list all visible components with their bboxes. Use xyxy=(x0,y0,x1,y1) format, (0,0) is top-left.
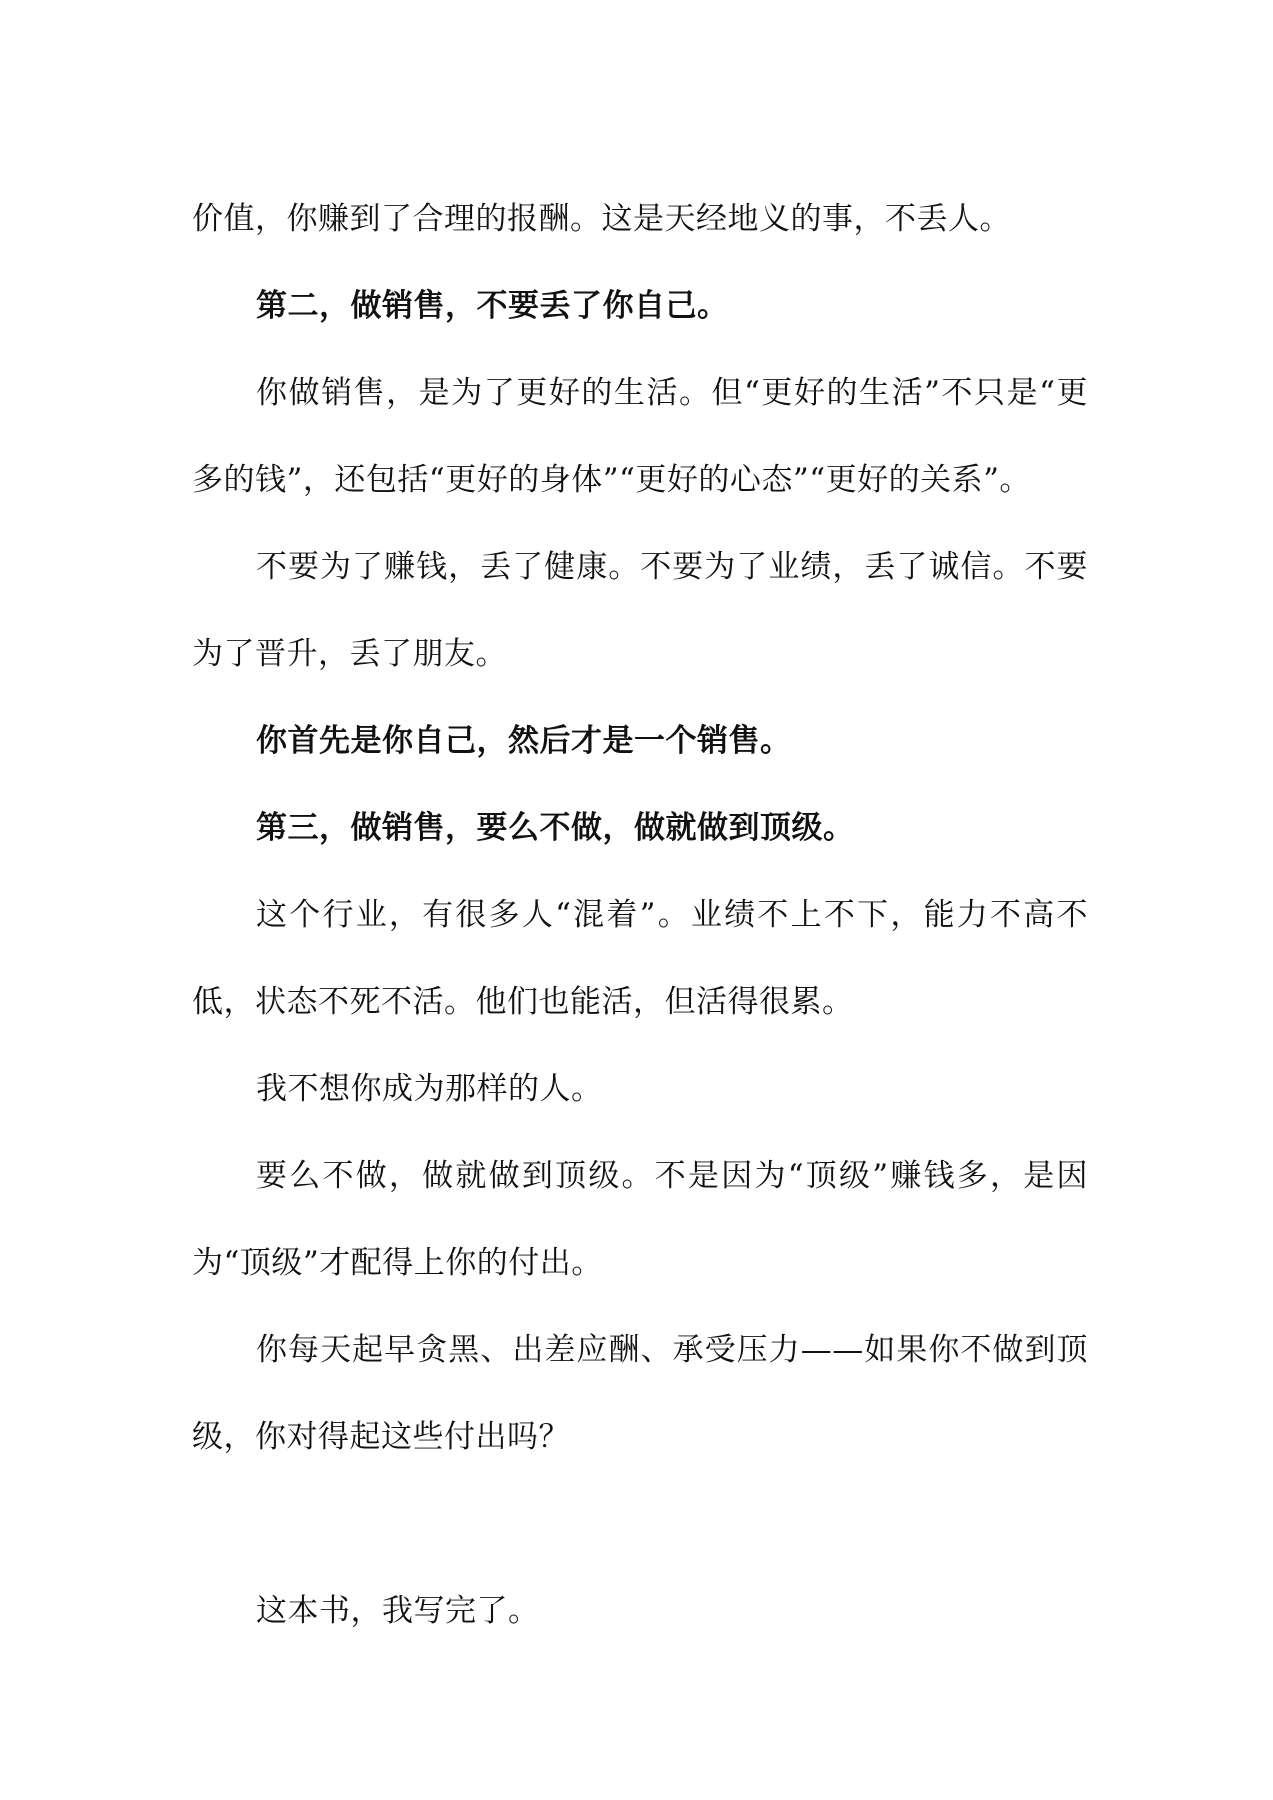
paragraph: 我不想你成为那样的人。 xyxy=(256,1071,603,1107)
paragraph-continuation: 价值，你赚到了合理的报酬。这是天经地义的事，不丢人。 xyxy=(192,201,1011,237)
paragraph: 这个行业，有很多人“混着”。业绩不上不下，能力不高不低，状态不死不活。他们也能活，但活得很累。 xyxy=(192,897,1088,1020)
closing-line: 这本书，我写完了。 xyxy=(256,1593,540,1629)
paragraph: 不要为了赚钱，丢了健康。不要为了业绩，丢了诚信。不要为了晋升，丢了朋友。 xyxy=(192,549,1088,672)
section-heading-second: 第二，做销售，不要丢了你自己。 xyxy=(256,288,729,324)
paragraph: 你每天起早贪黑、出差应酬、承受压力——如果你不做到顶级，你对得起这些付出吗？ xyxy=(192,1332,1088,1455)
section-heading-third: 第三，做销售，要么不做，做就做到顶级。 xyxy=(256,810,855,846)
document-body xyxy=(192,176,1088,1655)
paragraph: 要么不做，做就做到顶级。不是因为“顶级”赚钱多，是因为“顶级”才配得上你的付出。 xyxy=(192,1158,1088,1281)
paragraph: 你做销售，是为了更好的生活。但“更好的生活”不只是“更多的钱”，还包括“更好的身体”“更好的心态”“更好的关系”。 xyxy=(192,375,1088,498)
blank-line xyxy=(192,1481,1088,1568)
emphasis-line: 你首先是你自己，然后才是一个销售。 xyxy=(256,723,792,759)
